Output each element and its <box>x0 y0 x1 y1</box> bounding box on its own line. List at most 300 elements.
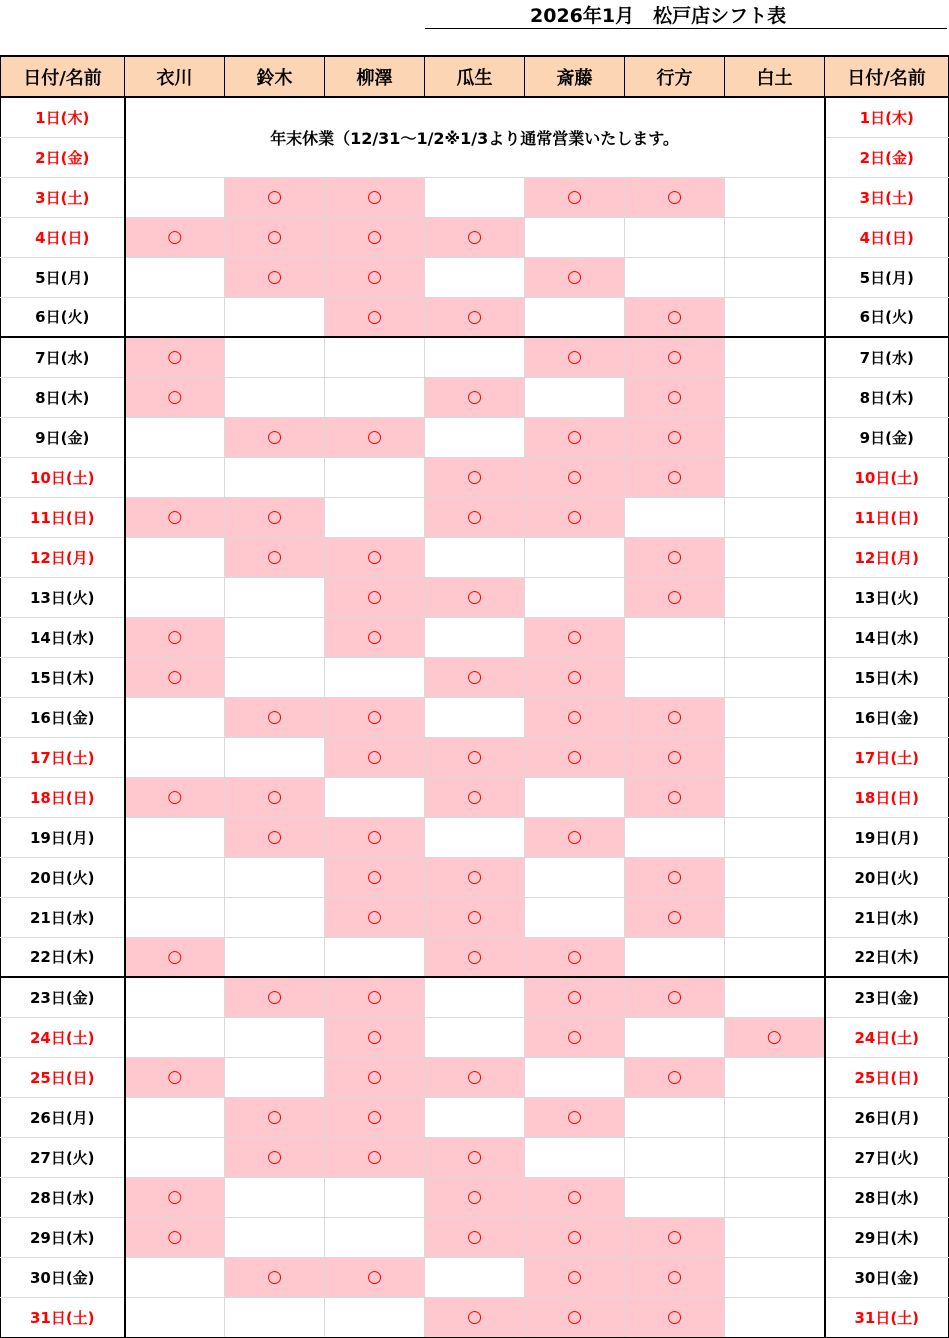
shift-cell <box>725 617 825 657</box>
shift-mark: ○ <box>667 1267 682 1287</box>
table-row <box>1 897 949 937</box>
shift-cell <box>625 1097 725 1137</box>
shift-mark: ○ <box>567 667 582 687</box>
shift-cell <box>725 1097 825 1137</box>
header-staff: 柳澤 <box>325 56 425 97</box>
shift-cell <box>425 457 525 497</box>
table-row <box>1 457 949 497</box>
date-cell-left: 2日(金) <box>1 137 125 177</box>
shift-mark: ○ <box>367 587 382 607</box>
header-date-left: 日付/名前 <box>1 56 125 97</box>
shift-cell <box>125 737 225 777</box>
date-cell-right: 16日(金) <box>825 697 949 737</box>
header-staff: 瓜生 <box>425 56 525 97</box>
shift-cell <box>125 817 225 857</box>
shift-cell <box>425 977 525 1017</box>
date-cell-right: 29日(木) <box>825 1217 949 1257</box>
shift-cell <box>725 497 825 537</box>
shift-cell <box>225 737 325 777</box>
shift-cell <box>325 457 425 497</box>
date-cell-right: 4日(日) <box>825 217 949 257</box>
header-staff: 衣川 <box>125 56 225 97</box>
shift-cell <box>725 737 825 777</box>
shift-cell <box>625 217 725 257</box>
shift-mark: ○ <box>667 347 682 368</box>
shift-cell <box>225 1137 325 1177</box>
shift-mark: ○ <box>367 187 382 207</box>
shift-mark: ○ <box>167 946 183 967</box>
header-staff: 鈴木 <box>225 56 325 97</box>
shift-cell <box>125 457 225 497</box>
shift-cell <box>525 617 625 657</box>
shift-cell <box>225 417 325 457</box>
shift-cell <box>725 1297 825 1337</box>
shift-mark: ○ <box>367 227 382 247</box>
date-cell-right: 28日(水) <box>825 1177 949 1217</box>
table-row <box>1 1177 949 1217</box>
shift-mark: ○ <box>367 747 382 767</box>
shift-cell <box>525 1137 625 1177</box>
shift-cell <box>325 777 425 817</box>
shift-mark: ○ <box>367 1107 382 1127</box>
shift-cell <box>525 817 625 857</box>
shift-mark: ○ <box>167 507 183 527</box>
date-cell-left: 23日(金) <box>1 977 125 1017</box>
shift-cell <box>125 217 225 257</box>
table-row <box>1 297 949 337</box>
date-cell-right: 2日(金) <box>825 137 949 177</box>
shift-cell <box>625 1297 725 1337</box>
shift-mark: ○ <box>467 467 482 487</box>
shift-mark: ○ <box>367 827 382 847</box>
date-cell-left: 29日(木) <box>1 1217 125 1257</box>
table-row <box>1 1017 949 1057</box>
shift-mark: ○ <box>567 827 582 847</box>
shift-cell <box>325 1297 425 1337</box>
shift-cell <box>425 1217 525 1257</box>
shift-mark: ○ <box>567 1187 582 1207</box>
shift-cell <box>425 657 525 697</box>
shift-cell <box>525 657 625 697</box>
shift-cell <box>525 457 625 497</box>
table-row <box>1 417 949 457</box>
date-cell-left: 4日(日) <box>1 217 125 257</box>
header-date-right: 日付/名前 <box>825 56 949 97</box>
date-cell-left: 25日(日) <box>1 1057 125 1097</box>
shift-cell <box>525 217 625 257</box>
shift-cell <box>425 1257 525 1297</box>
shift-mark: ○ <box>267 987 282 1008</box>
shift-cell <box>325 817 425 857</box>
date-cell-left: 20日(火) <box>1 857 125 897</box>
shift-cell <box>625 297 725 337</box>
shift-cell <box>425 577 525 617</box>
shift-cell <box>725 977 825 1017</box>
date-cell-left: 9日(金) <box>1 417 125 457</box>
shift-cell <box>625 697 725 737</box>
shift-mark: ○ <box>267 507 282 527</box>
shift-cell <box>125 497 225 537</box>
shift-cell <box>225 817 325 857</box>
shift-cell <box>625 257 725 297</box>
shift-cell <box>225 857 325 897</box>
table-row <box>1 697 949 737</box>
shift-cell <box>725 1177 825 1217</box>
shift-cell <box>425 1177 525 1217</box>
date-cell-right: 24日(土) <box>825 1017 949 1057</box>
shift-cell <box>325 297 425 337</box>
shift-cell <box>325 377 425 417</box>
shift-cell <box>525 1017 625 1057</box>
shift-cell <box>625 1057 725 1097</box>
date-cell-right: 31日(土) <box>825 1297 949 1337</box>
shift-cell <box>125 377 225 417</box>
shift-mark: ○ <box>667 547 682 567</box>
shift-cell <box>525 777 625 817</box>
shift-cell <box>325 417 425 457</box>
shift-cell <box>125 537 225 577</box>
shift-cell <box>725 1217 825 1257</box>
shift-mark: ○ <box>667 1227 682 1247</box>
shift-cell <box>525 1177 625 1217</box>
date-cell-right: 7日(水) <box>825 337 949 377</box>
shift-cell <box>125 1017 225 1057</box>
date-cell-right: 3日(土) <box>825 177 949 217</box>
shift-cell <box>125 1137 225 1177</box>
shift-cell <box>325 1257 425 1297</box>
shift-mark: ○ <box>167 227 183 247</box>
shift-mark: ○ <box>467 227 482 247</box>
shift-mark: ○ <box>567 187 582 207</box>
shift-cell <box>525 897 625 937</box>
shift-cell <box>725 537 825 577</box>
shift-cell <box>425 1137 525 1177</box>
shift-mark: ○ <box>667 787 682 807</box>
shift-mark: ○ <box>667 747 682 767</box>
shift-cell <box>425 337 525 377</box>
shift-cell <box>525 577 625 617</box>
shift-cell <box>125 177 225 217</box>
date-cell-right: 27日(火) <box>825 1137 949 1177</box>
shift-cell <box>525 1057 625 1097</box>
table-row <box>1 97 949 137</box>
shift-cell <box>525 737 625 777</box>
page-title <box>425 4 947 29</box>
shift-cell <box>125 1217 225 1257</box>
shift-cell <box>625 1257 725 1297</box>
shift-cell <box>525 1297 625 1337</box>
date-cell-right: 10日(土) <box>825 457 949 497</box>
date-cell-left: 30日(金) <box>1 1257 125 1297</box>
table-row <box>1 537 949 577</box>
shift-cell <box>625 177 725 217</box>
table-row <box>1 1057 949 1097</box>
shift-cell <box>525 377 625 417</box>
shift-mark: ○ <box>367 987 382 1008</box>
date-cell-left: 31日(土) <box>1 1297 125 1337</box>
shift-cell <box>625 337 725 377</box>
shift-mark: ○ <box>267 787 282 807</box>
shift-cell <box>525 937 625 977</box>
shift-cell <box>625 657 725 697</box>
shift-cell <box>325 1217 425 1257</box>
shift-cell <box>225 1017 325 1057</box>
shift-cell <box>625 937 725 977</box>
shift-cell <box>625 1177 725 1217</box>
shift-cell <box>225 537 325 577</box>
shift-mark: ○ <box>567 1307 582 1327</box>
shift-cell <box>625 457 725 497</box>
shift-cell <box>425 257 525 297</box>
shift-cell <box>125 857 225 897</box>
shift-cell <box>225 257 325 297</box>
date-cell-left: 3日(土) <box>1 177 125 217</box>
shift-cell <box>325 1177 425 1217</box>
shift-mark: ○ <box>667 867 682 887</box>
shift-cell <box>725 1017 825 1057</box>
date-cell-right: 1日(木) <box>825 97 949 137</box>
shift-mark: ○ <box>267 707 282 727</box>
date-cell-left: 28日(水) <box>1 1177 125 1217</box>
shift-cell <box>325 1137 425 1177</box>
shift-cell <box>225 657 325 697</box>
shift-cell <box>425 1097 525 1137</box>
date-cell-left: 7日(水) <box>1 337 125 377</box>
table-row <box>1 497 949 537</box>
shift-mark: ○ <box>467 387 482 407</box>
shift-cell <box>425 1057 525 1097</box>
shift-mark: ○ <box>467 946 482 967</box>
shift-cell <box>125 897 225 937</box>
shift-cell <box>125 1297 225 1337</box>
shift-cell <box>725 297 825 337</box>
shift-mark: ○ <box>367 306 382 327</box>
shift-mark: ○ <box>567 427 582 447</box>
shift-mark: ○ <box>667 187 682 207</box>
shift-cell <box>725 257 825 297</box>
shift-cell <box>625 1137 725 1177</box>
shift-cell <box>625 857 725 897</box>
shift-cell <box>625 577 725 617</box>
shift-cell <box>725 337 825 377</box>
shift-cell <box>225 1097 325 1137</box>
shift-cell <box>125 297 225 337</box>
shift-mark: ○ <box>567 946 582 967</box>
shift-mark: ○ <box>267 1107 282 1127</box>
shift-mark: ○ <box>167 1187 183 1207</box>
shift-mark: ○ <box>567 267 582 287</box>
shift-cell <box>725 377 825 417</box>
table-row <box>1 1137 949 1177</box>
shift-cell <box>325 177 425 217</box>
date-cell-right: 19日(月) <box>825 817 949 857</box>
shift-cell <box>425 537 525 577</box>
shift-cell <box>125 1177 225 1217</box>
shift-mark: ○ <box>467 1227 482 1247</box>
shift-cell <box>225 617 325 657</box>
table-row <box>1 257 949 297</box>
table-row <box>1 857 949 897</box>
shift-cell <box>525 537 625 577</box>
shift-mark: ○ <box>367 1027 382 1047</box>
shift-cell <box>325 1057 425 1097</box>
shift-cell <box>625 617 725 657</box>
shift-mark: ○ <box>267 227 282 247</box>
table-row <box>1 1097 949 1137</box>
date-cell-right: 15日(木) <box>825 657 949 697</box>
shift-cell <box>125 1257 225 1297</box>
header-staff: 斎藤 <box>525 56 625 97</box>
shift-cell <box>125 697 225 737</box>
shift-cell <box>225 977 325 1017</box>
table-row <box>1 617 949 657</box>
shift-cell <box>425 497 525 537</box>
shift-cell <box>425 937 525 977</box>
shift-cell <box>325 857 425 897</box>
shift-mark: ○ <box>667 387 682 407</box>
shift-cell <box>625 497 725 537</box>
table-row <box>1 577 949 617</box>
shift-cell <box>525 1217 625 1257</box>
table-row <box>1 1257 949 1297</box>
shift-mark: ○ <box>167 387 183 407</box>
shift-cell <box>525 977 625 1017</box>
date-cell-left: 13日(火) <box>1 577 125 617</box>
shift-cell <box>225 1177 325 1217</box>
shift-cell <box>525 1257 625 1297</box>
shift-cell <box>225 1257 325 1297</box>
date-cell-right: 20日(火) <box>825 857 949 897</box>
date-cell-left: 14日(水) <box>1 617 125 657</box>
shift-cell <box>725 697 825 737</box>
shift-cell <box>625 977 725 1017</box>
header-row <box>1 56 949 97</box>
shift-mark: ○ <box>567 627 582 647</box>
shift-cell <box>325 217 425 257</box>
shift-cell <box>625 377 725 417</box>
date-cell-left: 27日(火) <box>1 1137 125 1177</box>
shift-cell <box>125 337 225 377</box>
shift-cell <box>525 297 625 337</box>
shift-cell <box>325 617 425 657</box>
shift-cell <box>625 737 725 777</box>
shift-cell <box>425 1297 525 1337</box>
date-cell-right: 11日(日) <box>825 497 949 537</box>
shift-mark: ○ <box>667 987 682 1008</box>
shift-mark: ○ <box>367 427 382 447</box>
date-cell-left: 17日(土) <box>1 737 125 777</box>
shift-cell <box>225 697 325 737</box>
shift-cell <box>125 937 225 977</box>
shift-cell <box>625 817 725 857</box>
shift-cell <box>225 777 325 817</box>
shift-mark: ○ <box>667 907 682 927</box>
shift-mark: ○ <box>667 707 682 727</box>
shift-mark: ○ <box>267 1267 282 1287</box>
date-cell-right: 23日(金) <box>825 977 949 1017</box>
shift-mark: ○ <box>567 987 582 1008</box>
shift-mark: ○ <box>367 547 382 567</box>
shift-mark: ○ <box>467 1147 482 1167</box>
shift-mark: ○ <box>167 787 183 807</box>
shift-cell <box>525 337 625 377</box>
date-cell-left: 12日(月) <box>1 537 125 577</box>
date-cell-left: 15日(木) <box>1 657 125 697</box>
shift-cell <box>725 657 825 697</box>
shift-cell <box>425 617 525 657</box>
shift-cell <box>325 737 425 777</box>
shift-mark: ○ <box>167 347 183 368</box>
date-cell-right: 22日(木) <box>825 937 949 977</box>
table-row <box>1 217 949 257</box>
shift-cell <box>225 457 325 497</box>
table-row <box>1 977 949 1017</box>
date-cell-left: 19日(月) <box>1 817 125 857</box>
table-row <box>1 657 949 697</box>
shift-mark: ○ <box>467 1067 482 1087</box>
shift-mark: ○ <box>167 667 183 687</box>
date-cell-right: 12日(月) <box>825 537 949 577</box>
date-cell-left: 10日(土) <box>1 457 125 497</box>
table-row <box>1 1297 949 1337</box>
shift-mark: ○ <box>267 267 282 287</box>
shift-cell <box>225 217 325 257</box>
shift-cell <box>725 177 825 217</box>
table-row <box>1 817 949 857</box>
shift-cell <box>425 737 525 777</box>
shift-cell <box>325 577 425 617</box>
shift-cell <box>525 257 625 297</box>
shift-cell <box>425 177 525 217</box>
shift-mark: ○ <box>367 627 382 647</box>
shift-mark: ○ <box>567 707 582 727</box>
date-cell-left: 8日(木) <box>1 377 125 417</box>
shift-cell <box>325 1017 425 1057</box>
shift-cell <box>625 1017 725 1057</box>
title-text: 2026年1月 松戸店シフト表 <box>530 5 787 27</box>
shift-mark: ○ <box>367 867 382 887</box>
shift-cell <box>325 1097 425 1137</box>
shift-table <box>0 55 949 1338</box>
table-row <box>1 177 949 217</box>
shift-cell <box>725 897 825 937</box>
shift-mark: ○ <box>567 1027 582 1047</box>
shift-cell <box>525 1097 625 1137</box>
shift-cell <box>125 657 225 697</box>
shift-cell <box>325 937 425 977</box>
holiday-note: 年末休業（12/31～1/2※1/3より通常営業いたします。 <box>125 97 825 177</box>
shift-cell <box>225 577 325 617</box>
shift-cell <box>525 497 625 537</box>
shift-mark: ○ <box>467 667 482 687</box>
shift-mark: ○ <box>267 187 282 207</box>
date-cell-right: 14日(水) <box>825 617 949 657</box>
shift-mark: ○ <box>467 587 482 607</box>
shift-mark: ○ <box>766 1027 782 1047</box>
shift-cell <box>525 697 625 737</box>
date-cell-right: 6日(火) <box>825 297 949 337</box>
shift-cell <box>225 1057 325 1097</box>
shift-cell <box>625 897 725 937</box>
shift-cell <box>525 177 625 217</box>
shift-mark: ○ <box>467 907 482 927</box>
shift-mark: ○ <box>467 787 482 807</box>
date-cell-left: 11日(日) <box>1 497 125 537</box>
shift-cell <box>425 297 525 337</box>
shift-mark: ○ <box>667 587 682 607</box>
shift-cell <box>225 377 325 417</box>
shift-cell <box>725 1257 825 1297</box>
